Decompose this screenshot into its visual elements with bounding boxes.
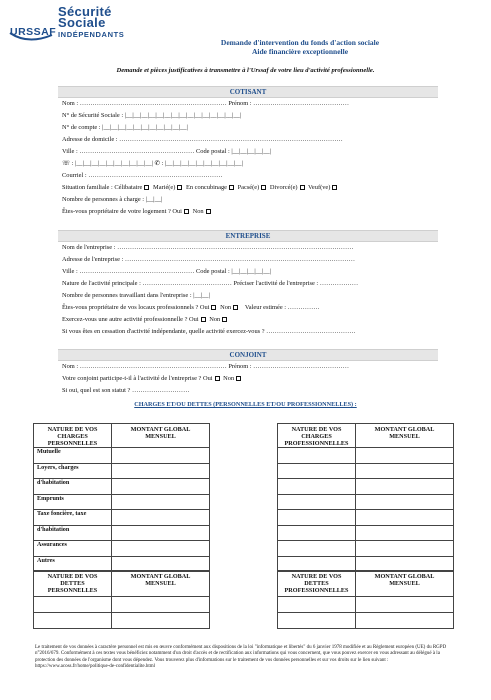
situation-familiale-row — [62, 184, 339, 192]
table-row-label: Assurances — [34, 541, 112, 557]
table-cell[interactable] — [278, 510, 356, 526]
entreprise-adresse-field[interactable]: Adresse de l'entreprise : ……………………………………………………………………………………………… — [62, 256, 355, 263]
table-cell[interactable] — [278, 597, 356, 613]
logo-securite-sociale: Sécurité Sociale INDÉPENDANTS — [58, 4, 125, 39]
amount-cell[interactable] — [356, 541, 454, 557]
checkbox-participe-oui[interactable] — [215, 376, 220, 381]
amount-cell[interactable] — [356, 479, 454, 495]
amount-cell[interactable] — [112, 613, 210, 629]
table-cell[interactable] — [278, 479, 356, 495]
cotisant-courriel-field[interactable]: Courriel : ……………………………………………………… — [62, 172, 223, 179]
col-nature-charges-perso: NATURE DE VOS CHARGES PERSONNELLES — [34, 424, 112, 448]
amount-cell[interactable] — [112, 510, 210, 526]
proprietaire-logement-row — [62, 208, 213, 216]
entreprise-nature-field[interactable]: Nature de l'activité principale : …………………………………… Préciser l'activité de l'entreprise : ……………… — [62, 280, 359, 287]
cotisant-nom-field[interactable]: Nom : …………………………………………………………… Prénom : ……………………………………… — [62, 100, 350, 107]
col-nature-dettes-perso: NATURE DE VOS DETTES PERSONNELLES — [34, 571, 112, 597]
checkbox-autre-non[interactable] — [222, 317, 227, 322]
checkbox-participe-non[interactable] — [236, 376, 241, 381]
cessation-field[interactable]: Si vous êtes en cessation d'activité indépendante, quelle activité exercez-vous ? …………………………………… — [62, 328, 356, 335]
cotisant-header: COTISANT — [58, 86, 438, 98]
table-cell[interactable] — [278, 448, 356, 464]
entreprise-ville-field[interactable]: Ville : ……………………………………………… Code postal : |__|__|__|__|__| — [62, 268, 271, 275]
non-label: Non — [192, 208, 204, 215]
amount-cell[interactable] — [112, 479, 210, 495]
table-cell[interactable] — [278, 525, 356, 541]
amount-cell[interactable] — [356, 597, 454, 613]
personnes-a-charge-field[interactable]: Nombre de personnes à charge : |__|__| — [62, 196, 163, 203]
table-cell[interactable] — [278, 613, 356, 629]
checkbox-marie[interactable] — [177, 185, 182, 190]
charges-professionnelles-table — [277, 423, 454, 572]
amount-cell[interactable] — [356, 510, 454, 526]
table-row-label: d'habitation — [34, 479, 112, 495]
amount-cell[interactable] — [112, 448, 210, 464]
entreprise-nom-field[interactable]: Nom de l'entreprise : ………………………………………………………………………………………………… — [62, 244, 354, 251]
checkbox-locaux-oui[interactable] — [211, 305, 216, 310]
table-cell[interactable] — [278, 463, 356, 479]
table-cell[interactable] — [278, 494, 356, 510]
charges-personnelles-table — [33, 423, 210, 572]
col-montant-dettes-perso: MONTANT GLOBAL MENSUEL — [112, 571, 210, 597]
amount-cell[interactable] — [356, 613, 454, 629]
amount-cell[interactable] — [356, 448, 454, 464]
cotisant-compte-field[interactable]: N° de compte : |__|__|__|__|__|__|__|__|__|__|__| — [62, 124, 188, 131]
cotisant-phone-fields[interactable]: ☏ : |__|__|__|__|__|__|__|__|__|__| ✆ : |__|__|__|__|__|__|__|__|__|__| — [62, 160, 243, 167]
col-montant-charges-perso: MONTANT GLOBAL MENSUEL — [112, 424, 210, 448]
proprietaire-label: Êtes-vous propriétaire de votre logement ? Oui — [62, 208, 182, 215]
checkbox-pacse[interactable] — [261, 185, 266, 190]
entreprise-travaillant-field[interactable]: Nombre de personnes travaillant dans l'entreprise : |__|__| — [62, 292, 210, 299]
locaux-label: Êtes-vous propriétaire de vos locaux professionnels ? Oui — [62, 304, 210, 311]
autre-non-label: Non — [209, 316, 221, 323]
option-concubinage: En concubinage — [185, 184, 227, 191]
checkbox-divorce[interactable] — [300, 185, 305, 190]
document-title: Demande d'intervention du fonds d'action sociale Aide financière exceptionnelle — [220, 38, 380, 56]
checkbox-proprietaire-non[interactable] — [206, 209, 211, 214]
col-montant-dettes-pro: MONTANT GLOBAL MENSUEL — [356, 571, 454, 597]
amount-cell[interactable] — [112, 494, 210, 510]
option-marie: Marié(e) — [153, 184, 176, 191]
option-divorce: Divorcé(e) — [269, 184, 298, 191]
checkbox-concubinage[interactable] — [229, 185, 234, 190]
amount-cell[interactable] — [356, 494, 454, 510]
amount-cell[interactable] — [112, 541, 210, 557]
conjoint-header: CONJOINT — [58, 349, 438, 361]
option-pacse: Pacsé(e) — [237, 184, 260, 191]
situation-label: Situation familiale : Célibataire — [62, 184, 143, 191]
logo-brand: URSSAF — [10, 26, 57, 38]
checkbox-celibataire[interactable] — [144, 185, 149, 190]
valeur-estimee-field[interactable]: Valeur estimée : …………… — [244, 304, 320, 311]
checkbox-veuf[interactable] — [332, 185, 337, 190]
charges-title: CHARGES ET/OU DETTES (PERSONNELLES ET/OU PROFESSIONNELLES) : — [134, 401, 357, 408]
conjoint-statut-field[interactable]: Si oui, quel est son statut ? ……………………… — [62, 387, 190, 394]
table-cell[interactable] — [34, 613, 112, 629]
table-row-label: d'habitation — [34, 525, 112, 541]
subtitle: Demande et pièces justificatives à transmettre à l'Urssaf de votre lieu d'activité professionnelle. — [116, 67, 375, 74]
table-row-label: Loyers, charges — [34, 463, 112, 479]
privacy-footer: Le traitement de vos données à caractère personnel est mis en œuvre conformément aux dispositions de la loi "informatique et libertés" du 6 janvier 1978 modifiée et au Règlement européen (UE) du RGPD n°2016/679. Conformément à ces textes vous bénéficiez notamment d'un droit d'accès et de rectification aux informations qui vous concernent, que vous pouvez exercer en vous adressant au délégué à la protection des données de l'organisme dont vous dépendez. Vous trouverez plus d'informations sur le traitement de vos données personnelles et sur vos droits sur le lien suivant : https://www.acoss.fr/home/politique-de-confidentialite.html — [35, 645, 447, 670]
table-cell[interactable] — [34, 597, 112, 613]
amount-cell[interactable] — [356, 463, 454, 479]
option-veuf: Veuf(ve) — [308, 184, 331, 191]
table-row-label: Mutuelle — [34, 448, 112, 464]
checkbox-proprietaire-oui[interactable] — [184, 209, 189, 214]
autre-activite-label: Exercez-vous une autre activité professionnelle ? Oui — [62, 316, 199, 323]
amount-cell[interactable] — [356, 525, 454, 541]
amount-cell[interactable] — [112, 463, 210, 479]
checkbox-autre-oui[interactable] — [201, 317, 206, 322]
conjoint-nom-field[interactable]: Nom : …………………………………………………………… Prénom : ……………………………………… — [62, 363, 350, 370]
table-row-label: Autres — [34, 556, 112, 572]
locaux-non-label: Non — [220, 304, 232, 311]
col-nature-dettes-pro: NATURE DE VOS DETTES PROFESSIONNELLES — [278, 571, 356, 597]
col-montant-charges-pro: MONTANT GLOBAL MENSUEL — [356, 424, 454, 448]
col-nature-charges-pro: NATURE DE VOS CHARGES PROFESSIONNELLES — [278, 424, 356, 448]
cotisant-adresse-field[interactable]: Adresse de domicile : …………………………………………………………………………………………… — [62, 136, 343, 143]
participe-non-label: Non — [223, 375, 235, 382]
amount-cell[interactable] — [112, 525, 210, 541]
locaux-row — [62, 304, 320, 312]
cotisant-ville-field[interactable]: Ville : ……………………………………………… Code postal : |__|__|__|__|__| — [62, 148, 271, 155]
table-row-label: Emprunts — [34, 494, 112, 510]
checkbox-locaux-non[interactable] — [233, 305, 238, 310]
dettes-personnelles-table — [33, 570, 210, 629]
table-row-label: Taxe foncière, taxe — [34, 510, 112, 526]
dettes-professionnelles-table — [277, 570, 454, 629]
table-cell[interactable] — [278, 541, 356, 557]
entreprise-header: ENTREPRISE — [58, 230, 438, 242]
amount-cell[interactable] — [112, 597, 210, 613]
cotisant-secu-field[interactable]: N° de Sécurité Sociale : |__|__|__|__|__|__|__|__|__|__|__|__|__|__|__| — [62, 112, 242, 119]
autre-activite-row — [62, 316, 229, 324]
conjoint-participe-label: Votre conjoint participe-t-il à l'activité de l'entreprise ? Oui — [62, 375, 213, 382]
conjoint-participe-row — [62, 375, 243, 383]
